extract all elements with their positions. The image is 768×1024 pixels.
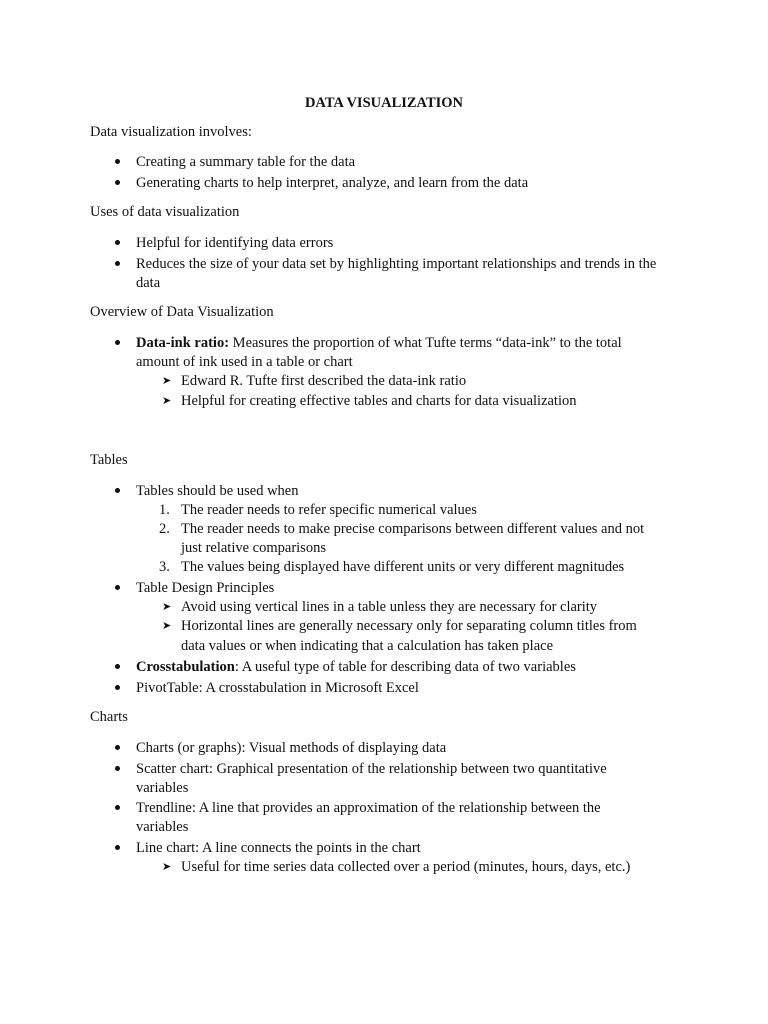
sub-list-item: Useful for time series data collected over a period (minutes, hours, days, etc.) [181,859,631,875]
list-item: Generating charts to help interpret, analyze, and learn from the data [136,175,529,191]
list-item-data-ink [136,336,622,351]
list-item-continuation: variables [136,780,189,796]
arrowhead-bullet-icon: ➤ [162,374,172,387]
bullet-dot-icon [115,845,120,850]
list-item: Scatter chart: Graphical presentation of the relationship between two quantitative [136,761,607,777]
numbered-marker: 3. [159,559,170,575]
term-data-ink-ratio: Data-ink ratio: [136,335,230,351]
sub-list-item: Helpful for creating effective tables and charts for data visualization [181,393,577,409]
arrowhead-bullet-icon: ➤ [162,619,172,632]
page-title: DATA VISUALIZATION [304,95,464,111]
bullet-dot-icon [115,180,120,185]
numbered-item-continuation: just relative comparisons [181,540,326,556]
list-item: Tables should be used when [136,483,299,499]
list-item: Line chart: A line connects the points in the chart [136,840,421,856]
bullet-dot-icon [115,745,120,750]
list-item: Helpful for identifying data errors [136,235,334,251]
arrowhead-bullet-icon: ➤ [162,394,172,407]
bullet-dot-icon [115,488,120,493]
numbered-item: The reader needs to make precise comparisons between different values and not [181,521,645,537]
arrowhead-bullet-icon: ➤ [162,600,172,613]
list-item: PivotTable: A crosstabulation in Microsoft Excel [136,680,419,696]
numbered-marker: 1. [159,502,170,518]
list-item: Trendline: A line that provides an approximation of the relationship between the [136,800,601,816]
intro-heading: Data visualization involves: [90,124,252,140]
bullet-dot-icon [115,340,120,345]
list-item: Creating a summary table for the data [136,154,356,170]
list-item: Table Design Principles [136,580,275,596]
list-item-continuation: amount of ink used in a table or chart [136,354,353,370]
bullet-dot-icon [115,261,120,266]
bullet-dot-icon [115,766,120,771]
list-item: Charts (or graphs): Visual methods of displaying data [136,740,447,756]
tables-heading: Tables [90,452,128,468]
bullet-dot-icon [115,664,120,669]
definition-text: Measures the proportion of what Tufte terms “data-ink” to the total [229,335,622,351]
arrowhead-bullet-icon: ➤ [162,860,172,873]
uses-heading: Uses of data visualization [90,204,240,220]
bullet-dot-icon [115,240,120,245]
bullet-dot-icon [115,159,120,164]
sub-list-item: Edward R. Tufte first described the data-ink ratio [181,373,467,389]
sub-list-item-continuation: data values or when indicating that a calculation has taken place [181,638,554,654]
bullet-dot-icon [115,805,120,810]
list-item-crosstabulation [136,660,576,675]
list-item-continuation: variables [136,819,189,835]
charts-heading: Charts [90,709,128,725]
term-crosstabulation: Crosstabulation [136,659,235,675]
list-item: Reduces the size of your data set by highlighting important relationships and trends in the [136,256,657,272]
numbered-marker: 2. [159,521,170,537]
list-item-continuation: data [136,275,161,291]
sub-list-item: Avoid using vertical lines in a table unless they are necessary for clarity [181,599,598,615]
bullet-dot-icon [115,685,120,690]
definition-text: : A useful type of table for describing data of two variables [234,659,576,675]
numbered-item: The reader needs to refer specific numerical values [181,502,477,518]
numbered-item: The values being displayed have different units or very different magnitudes [181,559,625,575]
overview-heading: Overview of Data Visualization [90,304,274,320]
bullet-dot-icon [115,585,120,590]
sub-list-item: Horizontal lines are generally necessary only for separating column titles from [181,618,637,634]
